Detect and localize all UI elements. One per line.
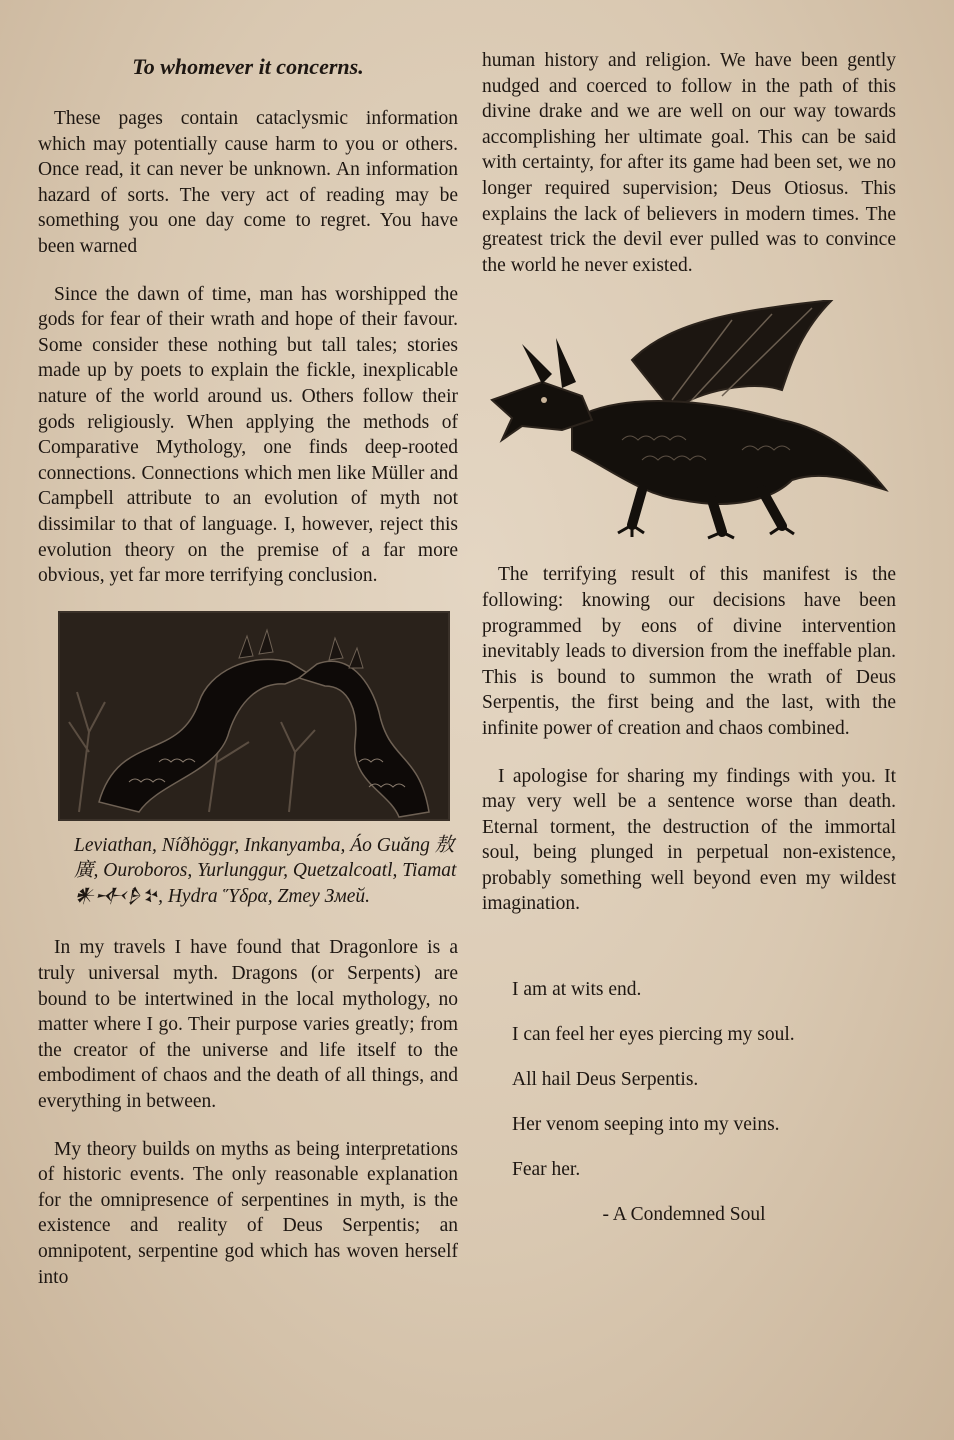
dragons-battle-illustration	[58, 611, 450, 821]
paragraph-theory: My theory builds on myths as being interpretations of historic events. The only reasonable explanation for the omnipresence of serpentines in myth, is the existence and reality of Deus Serpentis; an omnipotent, serpentine god which has woven herself into	[38, 1138, 458, 1288]
paragraph-dragonlore: In my travels I have found that Dragonlore is a truly universal myth. Dragons (or Serpents) are bound to be intertwined in the local mythology, no matter where I go. Their purpose varies greatly; from the creator of the universe and life itself to the embodiment of chaos and the death of all things, and everything in between.	[38, 937, 458, 1113]
right-column	[482, 48, 896, 1247]
closing-line: All hail Deus Serpentis.	[512, 1069, 699, 1091]
closing-line: Her venom seeping into my veins.	[512, 1114, 780, 1136]
paragraph-apology: I apologise for sharing my findings with you. It may very well be a sentence worse than death. Eternal torment, the destruction of the immortal soul, being plunged in perpetual non-existence, probably something well beyond even my wildest imagination.	[482, 765, 896, 915]
closing-line: Fear her.	[512, 1159, 581, 1181]
paragraph-gods: Since the dawn of time, man has worshipped the gods for fear of their wrath and hope of their favour. Some consider these nothing but tall tales; stories made up by poets to explain the fickle, inexplicable nature of the world around us. Others follow their gods religiously. When applying the methods of Comparative Mythology, one finds deep-rooted connections. Connections which men like Müller and Campbell attribute to an evolution of myth not dissimilar to that of language. I, however, reject this evolution theory on the premise of a far more obvious, yet far more terrifying conclusion.	[38, 283, 458, 587]
closing-line: I am at wits end.	[512, 979, 642, 1001]
paragraph-history: human history and religion. We have been gently nudged and coerced to follow in the path of this divine drake and we are well on our way towards accomplishing her ultimate goal. This can be said with certainty, for after its game had been set, we no longer required supervision; Deus Otiosus. This explains the lack of believers in modern times. The greatest trick the devil ever pulled was to convince the world he never existed.	[482, 50, 896, 276]
paragraph-result: The terrifying result of this manifest is the following: knowing our decisions have been programmed by eons of divine intervention inevitably leads to diversion from the ineffable plan. This is bound to summon the wrath of Deus Serpentis, the first being and the last, with the infinite power of creation and chaos combined.	[482, 564, 896, 739]
paragraph-warning: These pages contain cataclysmic information which may potentially cause harm to you or others. Once read, it can never be unknown. An information hazard of sorts. The very act of reading may be something you one day come to regret. You have been warned	[38, 108, 458, 257]
left-column	[38, 48, 458, 1312]
figure-caption: Leviathan, Níðhöggr, Inkanyamba, Áo Guǎng 敖廣, Ouroboros, Yurlunggur, Quetzalcoatl, Tiamat 𒀭𒋾𒊩𒆳, Hydra Ὕδρα, Zmey Змей.	[74, 834, 457, 907]
closing-lines	[512, 977, 896, 1227]
dragon-illustration	[482, 300, 896, 540]
closing-line: I can feel her eyes piercing my soul.	[512, 1024, 795, 1046]
signature: - A Condemned Soul	[602, 1204, 766, 1226]
letter-heading: To whomever it concerns.	[132, 54, 364, 79]
